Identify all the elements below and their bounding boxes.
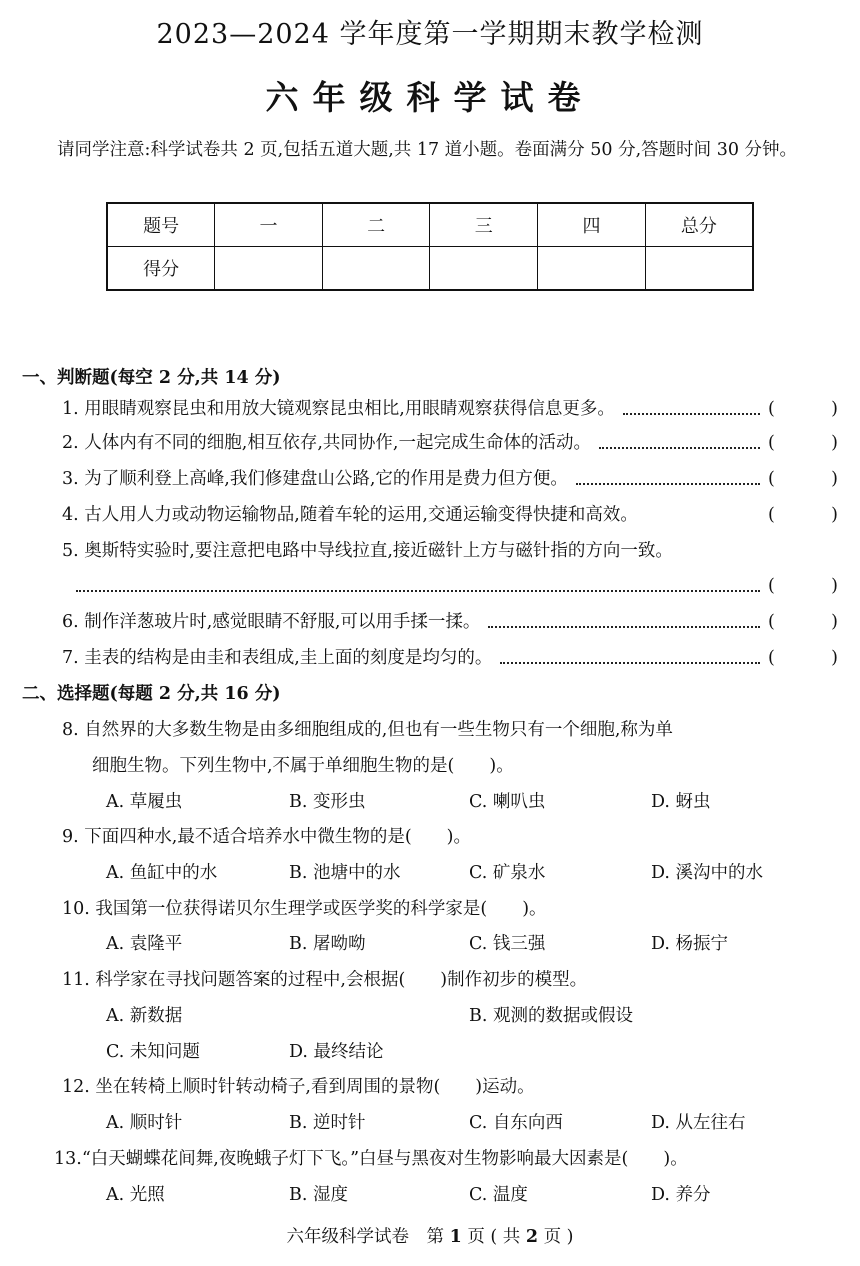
option-a[interactable]: A. 袁隆平 [106, 934, 183, 954]
score-cell[interactable] [322, 247, 430, 291]
judgement-item [62, 644, 838, 672]
option-a[interactable]: A. 草履虫 [106, 792, 183, 812]
answer-blank[interactable]: ( ) [768, 612, 838, 632]
judgement-item [62, 395, 838, 423]
question-11: 11. 科学家在寻找问题答案的过程中,会根据( )制作初步的模型。 [62, 970, 588, 990]
option-a[interactable]: A. 顺时针 [106, 1113, 183, 1133]
footer-page-number: 1 [449, 1227, 462, 1247]
score-table [106, 202, 754, 291]
answer-blank[interactable]: ( ) [768, 505, 838, 525]
score-table-header: 总分 [645, 203, 753, 247]
option-d[interactable]: D. 从左往右 [651, 1113, 746, 1133]
option-c[interactable]: C. 温度 [469, 1185, 528, 1205]
question-8-options [106, 788, 840, 816]
leader-dots [76, 588, 760, 592]
question-11-options-row2 [106, 1038, 840, 1066]
option-c[interactable]: C. 未知问题 [106, 1042, 200, 1062]
option-c[interactable]: C. 喇叭虫 [469, 792, 546, 812]
question-text: 4. 古人用人力或动物运输物品,随着车轮的运用,交通运输变得快捷和高效。 [62, 505, 638, 525]
score-table-score-row [107, 247, 753, 291]
option-b[interactable]: B. 逆时针 [289, 1113, 366, 1133]
question-11-options-row1 [106, 1002, 840, 1030]
option-a[interactable]: A. 光照 [106, 1185, 165, 1205]
header-title: 2023—2024 学年度第一学期期末教学检测 [156, 19, 704, 50]
judgement-item [62, 501, 838, 529]
option-d[interactable]: D. 杨振宁 [651, 934, 729, 954]
leader-dots [646, 518, 760, 520]
footer-middle: 页 ( 共 [461, 1227, 526, 1247]
exam-notice: 请同学注意:科学试卷共 2 页,包括五道大题,共 17 道小题。卷面满分 50 分,答题时间 30 分钟。 [57, 140, 798, 160]
option-b[interactable]: B. 屠呦呦 [289, 934, 366, 954]
page-footer [0, 1223, 860, 1248]
section-heading-choice: 二、选择题(每题 2 分,共 16 分) [22, 684, 281, 704]
answer-blank[interactable]: ( ) [768, 399, 838, 419]
option-d[interactable]: D. 蚜虫 [651, 792, 711, 812]
judgement-item [62, 429, 838, 457]
section-heading-judgement: 一、判断题(每空 2 分,共 14 分) [22, 368, 281, 388]
option-d[interactable]: D. 最终结论 [289, 1042, 384, 1062]
footer-prefix: 六年级科学试卷 第 [286, 1227, 450, 1247]
answer-blank[interactable]: ( ) [768, 576, 838, 596]
question-12-options [106, 1109, 840, 1137]
exam-title: 六年级科学试卷 [265, 78, 595, 117]
judgement-item-continuation [76, 572, 838, 600]
question-text: 2. 人体内有不同的细胞,相互依存,共同协作,一起完成生命体的活动。 [62, 433, 591, 453]
score-cell[interactable] [430, 247, 538, 291]
judgement-item [62, 608, 838, 636]
option-b[interactable]: B. 池塘中的水 [289, 863, 401, 883]
question-8-continuation: 细胞生物。下列生物中,不属于单细胞生物的是( )。 [92, 756, 514, 776]
leader-dots [599, 445, 760, 449]
question-8: 8. 自然界的大多数生物是由多细胞组成的,但也有一些生物只有一个细胞,称为单 [62, 720, 673, 740]
answer-blank[interactable]: ( ) [768, 469, 838, 489]
score-row-label: 得分 [107, 247, 215, 291]
option-c[interactable]: C. 钱三强 [469, 934, 546, 954]
question-text: 7. 圭表的结构是由圭和表组成,圭上面的刻度是均匀的。 [62, 648, 493, 668]
question-12: 12. 坐在转椅上顺时针转动椅子,看到周围的景物( )运动。 [62, 1077, 535, 1097]
option-a[interactable]: A. 鱼缸中的水 [106, 863, 218, 883]
option-c[interactable]: C. 自东向西 [469, 1113, 563, 1133]
option-a[interactable]: A. 新数据 [106, 1006, 183, 1026]
judgement-item [62, 465, 838, 493]
answer-blank[interactable]: ( ) [768, 648, 838, 668]
question-9-options [106, 859, 840, 887]
score-cell[interactable] [538, 247, 646, 291]
leader-dots [576, 481, 760, 485]
question-text: 5. 奥斯特实验时,要注意把电路中导线拉直,接近磁针上方与磁针指的方向一致。 [62, 541, 673, 561]
score-table-header: 四 [538, 203, 646, 247]
option-b[interactable]: B. 湿度 [289, 1185, 348, 1205]
question-13-options [106, 1181, 840, 1209]
question-10-options [106, 930, 840, 958]
score-table-header-row [107, 203, 753, 247]
question-9: 9. 下面四种水,最不适合培养水中微生物的是( )。 [62, 827, 471, 847]
option-d[interactable]: D. 溪沟中的水 [651, 863, 764, 883]
question-text: 1. 用眼睛观察昆虫和用放大镜观察昆虫相比,用眼睛观察获得信息更多。 [62, 399, 615, 419]
leader-dots [488, 624, 760, 628]
leader-dots [623, 411, 760, 415]
question-text: 3. 为了顺利登上高峰,我们修建盘山公路,它的作用是费力但方便。 [62, 469, 568, 489]
score-cell[interactable] [215, 247, 323, 291]
option-c[interactable]: C. 矿泉水 [469, 863, 546, 883]
leader-dots [500, 660, 760, 664]
option-b[interactable]: B. 观测的数据或假设 [469, 1006, 633, 1026]
footer-suffix: 页 ) [538, 1227, 574, 1247]
score-table-header: 一 [215, 203, 323, 247]
option-b[interactable]: B. 变形虫 [289, 792, 366, 812]
score-table-header: 题号 [107, 203, 215, 247]
question-13: 13.“白天蝴蝶花间舞,夜晚蛾子灯下飞。”白昼与黑夜对生物影响最大因素是( )。 [54, 1149, 688, 1169]
score-table-header: 二 [322, 203, 430, 247]
judgement-item [62, 537, 840, 565]
answer-blank[interactable]: ( ) [768, 433, 838, 453]
score-table-header: 三 [430, 203, 538, 247]
question-10: 10. 我国第一位获得诺贝尔生理学或医学奖的科学家是( )。 [62, 899, 547, 919]
option-d[interactable]: D. 养分 [651, 1185, 711, 1205]
footer-total-pages: 2 [525, 1227, 539, 1247]
question-text: 6. 制作洋葱玻片时,感觉眼睛不舒服,可以用手揉一揉。 [62, 612, 481, 632]
score-cell[interactable] [645, 247, 753, 291]
